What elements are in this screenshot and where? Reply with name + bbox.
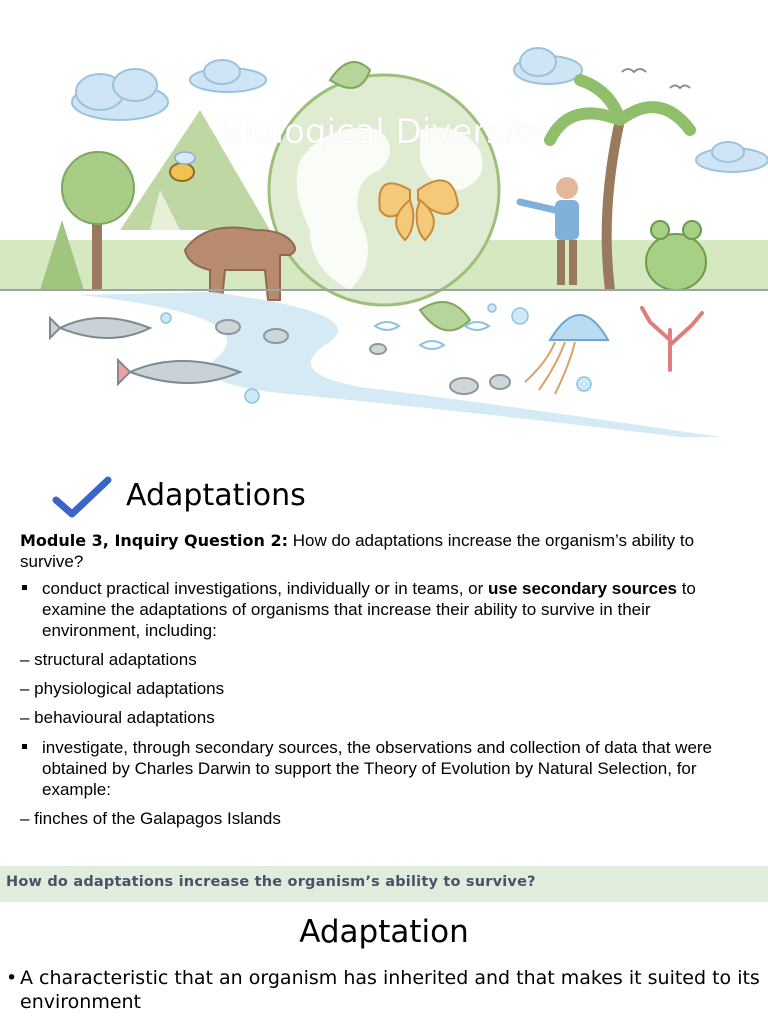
bullet-icon: •	[6, 967, 18, 989]
list-item: – finches of the Galapagos Islands	[20, 809, 281, 828]
definition-text: A characteristic that an organism has inherited and that makes it suited to its environment	[20, 967, 760, 1013]
small-fish-icon	[375, 322, 489, 349]
biodiversity-illustration	[0, 40, 768, 440]
checkmark-icon	[52, 474, 112, 520]
bird-icon	[622, 69, 690, 88]
cloud-icon	[190, 60, 266, 92]
bullet-emphasis: use secondary sources	[488, 579, 677, 598]
slide-title: Adaptation	[299, 914, 469, 950]
fish-icon	[50, 318, 240, 384]
bullet-text: investigate, through secondary sources, the observations and collection of data that were obtained by Charles Darwin to support the Theory of Evolution by Natural Selection, for example:	[42, 738, 713, 799]
question-banner	[0, 866, 768, 902]
inquiry-question	[20, 530, 748, 572]
syllabus-content	[20, 530, 748, 829]
list-item: – structural adaptations	[20, 650, 197, 669]
list-item	[20, 737, 748, 800]
list-item: – behavioural adaptations	[20, 708, 215, 727]
banner-text: How do adaptations increase the organism’s ability to survive?	[6, 874, 536, 890]
jellyfish-icon	[525, 315, 608, 394]
module-label: Module 3, Inquiry Question 2:	[20, 531, 288, 550]
section-heading: Adaptations	[126, 478, 306, 513]
hero-title: Biological Diversity	[221, 112, 547, 152]
list-item	[20, 578, 748, 641]
square-bullet-icon	[22, 585, 27, 590]
definition-item	[6, 966, 760, 1014]
frog-icon	[646, 221, 706, 290]
module-question: How do adaptations increase the organism’s ability to survive?	[20, 531, 695, 571]
square-bullet-icon	[22, 744, 27, 749]
list-item: – physiological adaptations	[20, 679, 225, 698]
coral-icon	[642, 308, 702, 370]
cloud-icon	[514, 48, 582, 84]
bullet-text: to examine the adaptations of organisms that increase their ability to survive in their environment, including:	[42, 579, 696, 640]
bullet-text: conduct practical investigations, individually or in teams, or	[42, 579, 488, 598]
